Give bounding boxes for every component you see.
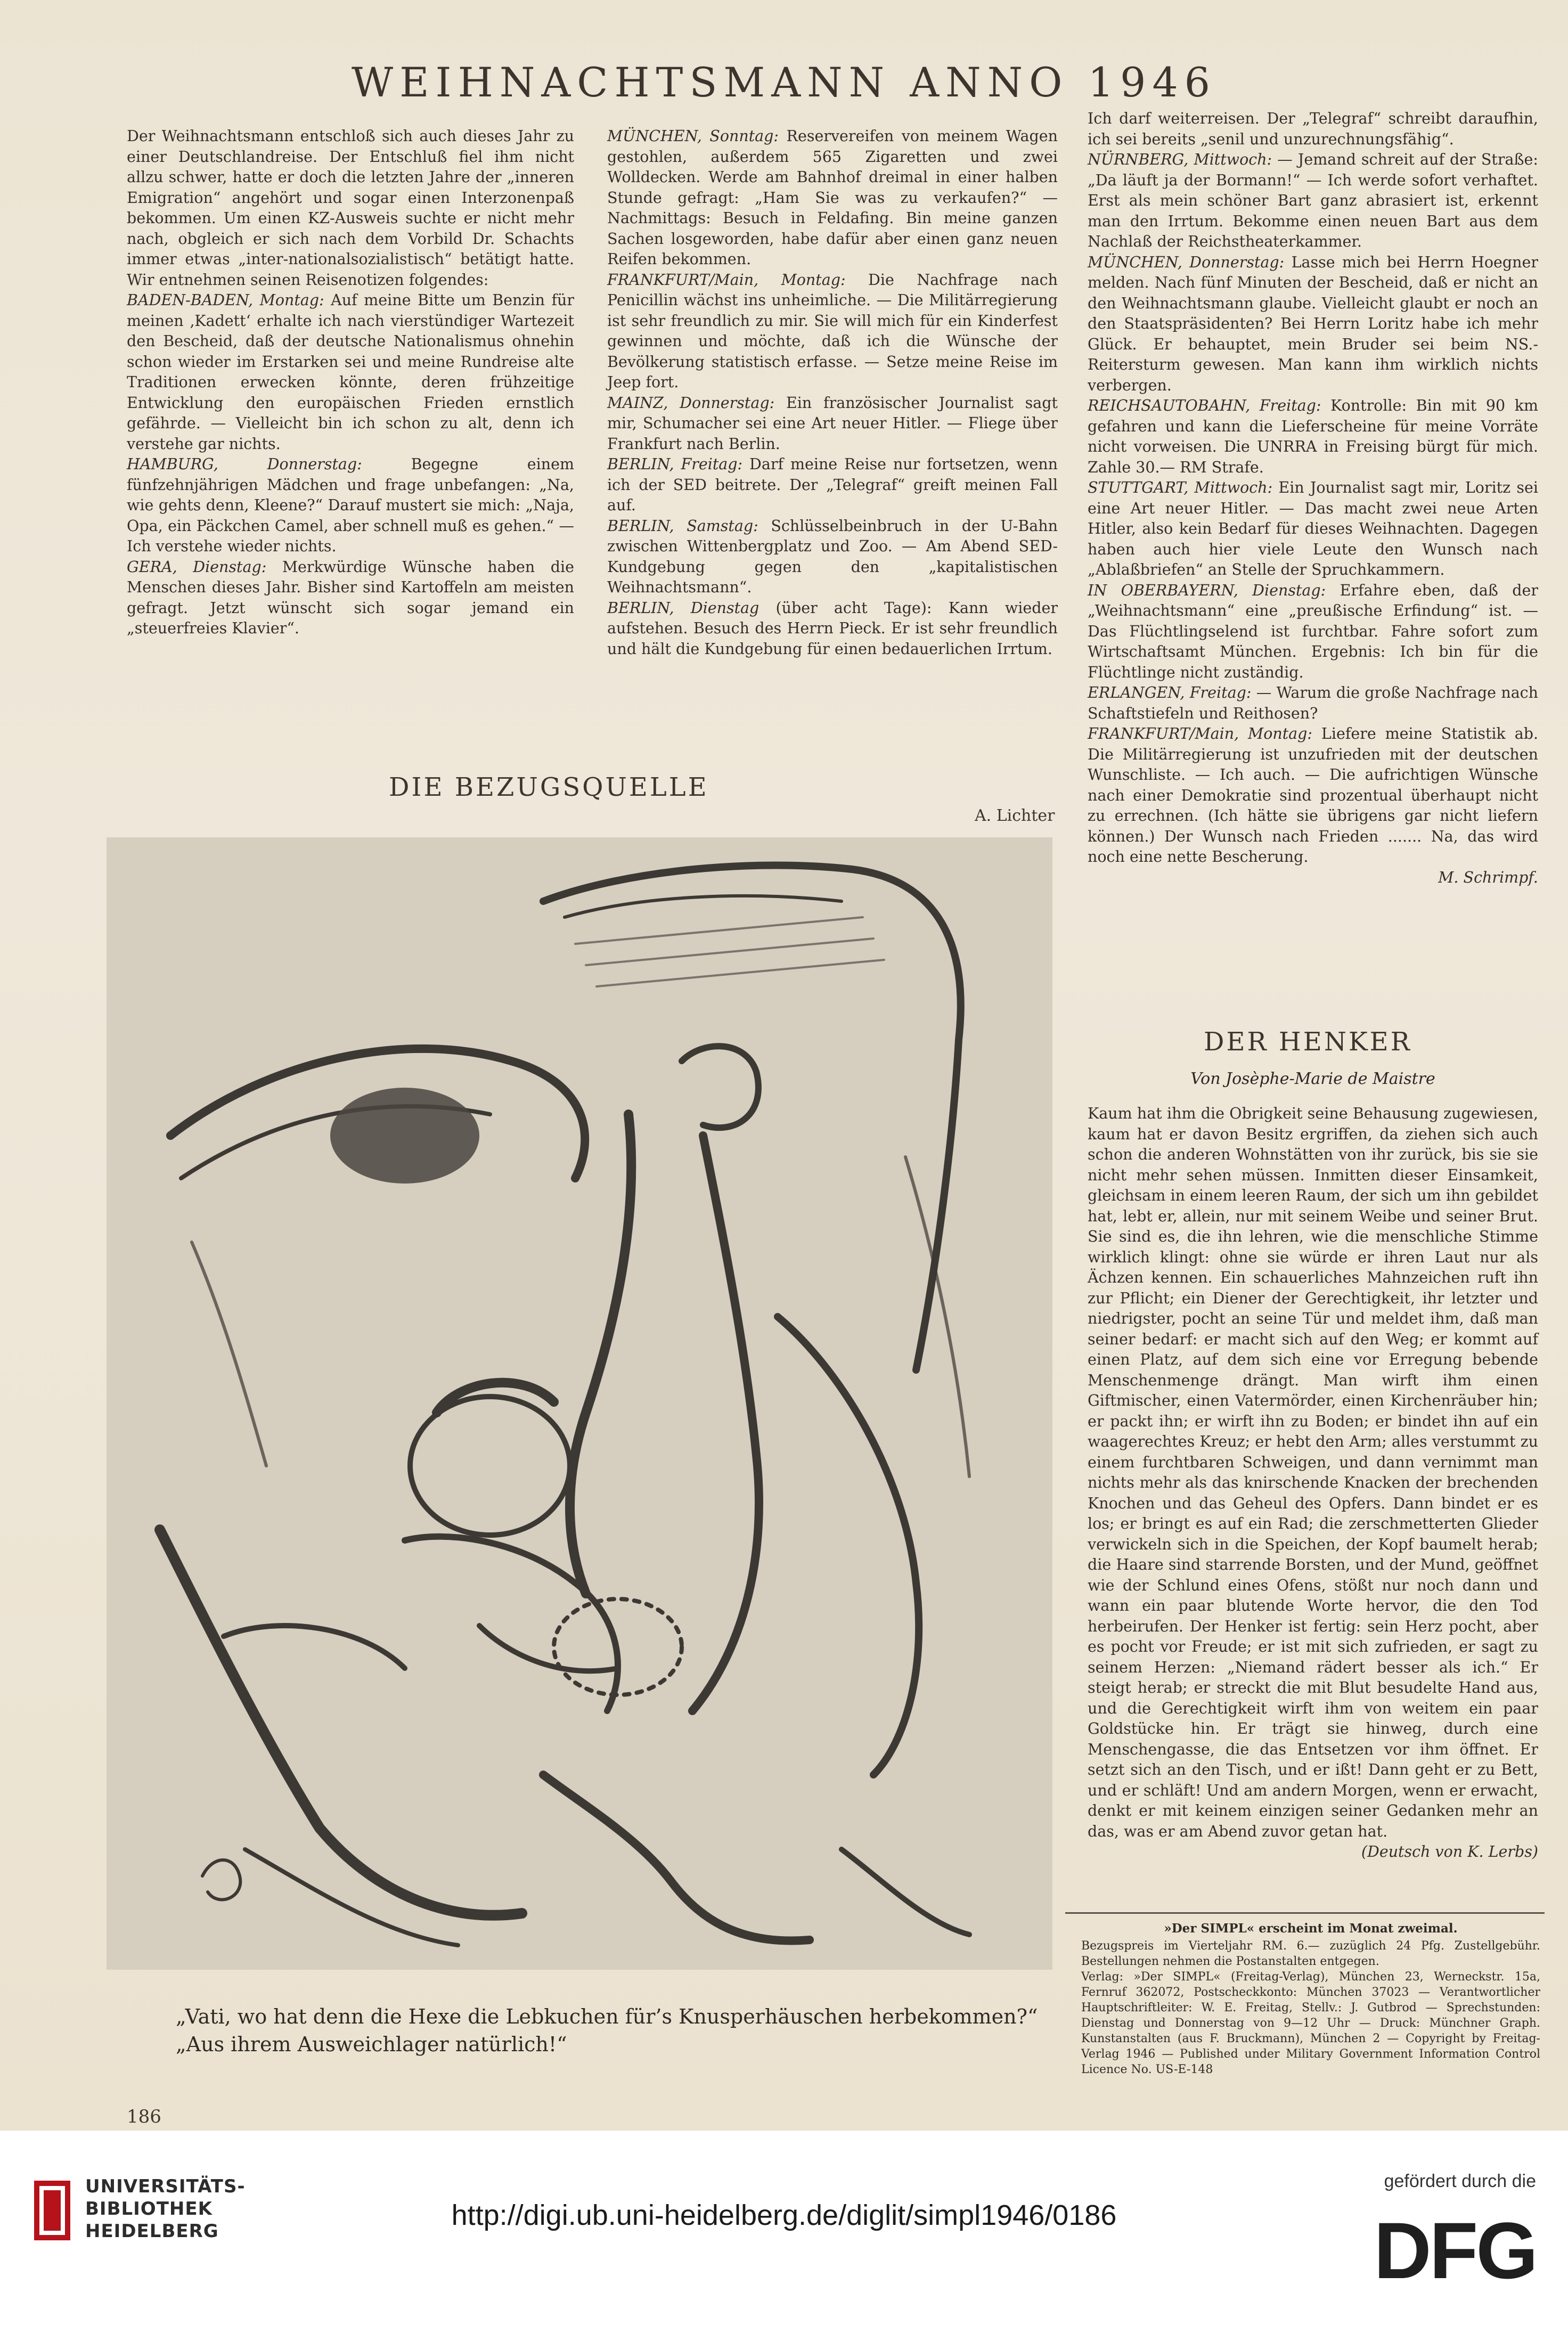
article-signature: M. Schrimpf.: [1438, 868, 1538, 886]
caption-line-2: „Aus ihrem Ausweichlager natürlich!“: [176, 2033, 567, 2056]
article-paragraph: [1088, 396, 1538, 478]
article-paragraph: [1088, 581, 1538, 683]
article-paragraph: [1088, 683, 1538, 724]
cartoon-title: DIE BEZUGSQUELLE: [389, 772, 709, 802]
henker-credit: (Deutsch von K. Lerbs): [1361, 1843, 1538, 1861]
article-paragraph: [127, 290, 574, 454]
imprint: [1081, 1921, 1540, 2077]
dateline: HAMBURG, Donnerstag:: [127, 455, 362, 473]
article-paragraph: [607, 270, 1058, 393]
uni-line-2: BIBLIOTHEK: [85, 2198, 213, 2220]
henker-title: DER HENKER: [1204, 1027, 1412, 1057]
henker-body: Kaum hat ihm die Obrigkeit seine Behausung zugewiesen, kaum hat er davon Besitz ergriffen, da ziehen sich auch schon die anderen Wohnstätten von ihr zurück, bis sie sie nicht mehr sehen müssen. Inmitten dieser Einsamkeit, gleichsam in einem leeren Raum, der sich um ihn gebildet hat, lebt er, allein, nur mit seinem Weibe und seiner Brut. Sie sind es, die ihn lehren, wie die menschliche Stimme wirklich klingt: ohne sie würde er ihren Laut nur als Ächzen kennen. Ein schauerliches Mahnzeichen ruft ihn zur Pflicht; ein Diener der Gerechtigkeit, ihr letzter und niedrigster, pocht an seine Tür und meldet ihm, daß man seiner bedarf: er macht sich auf den Weg; er kommt auf einen Platz, auf dem sich eine vor Erregung bebende Menschenmenge drängt. Man wirft ihm einen Giftmischer, einen Vatermörder, einen Kirchenräuber hin; er packt ihn; er wirft ihn zu Boden; er bindet ihn auf ein waagerechtes Kreuz; er hebt den Arm; alles verstummt zu einem furchtbaren Schweigen, und dann vernimmt man nichts mehr als das knirschende Knacken der brechenden Knochen und das Geheul des Opfers. Dann bindet er es los; er bringt es auf ein Rad; die zerschmetterten Glieder verwickeln sich in die Speichen, der Kopf baumelt herab; die Haare sind starrende Borsten, und der Mund, geöffnet wie der Schlund eines Ofens, stößt nur noch dann und wann ein paar blutende Worte hervor, die den Tod herbeirufen. Der Henker ist fertig: sein Herz pocht, aber es pocht vor Freude; er ist mit sich zufrieden, er sagt zu seinem Herzen: „Niemand rädert besser als ich.“ Er steigt herab; er streckt die mit Blut besudelte Hand aus, und die Gerechtigkeit wirft ihm von weitem ein paar Goldstücke hin. Er trägt sie hinweg, durch eine Menschengasse, die das Entsetzen vor ihm öffnet. Er setzt sich an den Tisch, und er ißt! Dann geht er zu Bett, und er schläft! Und am andern Morgen, wenn er erwacht, denkt er mit keinem einzigen seiner Gedanken mehr an das, was er am Abend zuvor getan hat.: [1088, 1105, 1538, 1840]
page-title: WEIHNACHTSMANN ANNO 1946: [351, 59, 1217, 106]
paragraph-text: Merkwürdige Wünsche haben die Menschen dieses Jahr. Bisher sind Kartoffeln am meisten gefragt. Jetzt wünscht sich sogar jemand ein „steuerfreies Klavier“.: [127, 558, 574, 637]
cartoon-drawing: [107, 837, 1052, 1970]
article-paragraph: [607, 516, 1058, 598]
article-paragraph: [607, 598, 1058, 660]
dateline: REICHSAUTOBAHN, Freitag:: [1088, 397, 1321, 414]
imprint-head: »Der SIMPL« erscheint im Monat zweimal.: [1164, 1921, 1458, 1936]
paragraph-text: Die Nachfrage nach Penicillin wächst ins unheimliche. — Die Militärregierung ist sehr freundlich zu mir. Sie will mich für ein Kinderfest gewinnen und möchte, daß ich die Wünsche der Bevölkerung statistisch erfasse. — Setze meine Reise im Jeep fort.: [607, 271, 1058, 391]
henker-byline: Von Josèphe-Marie de Maistre: [1190, 1070, 1435, 1088]
article-column-1: [127, 126, 574, 639]
page-number: 186: [127, 2106, 161, 2127]
paragraph-text: Schlüsselbeinbruch in der U-Bahn zwischen Wittenbergplatz und Zoo. — Am Abend SED-Kundgebung gegen den „kapitalistischen Weihnachtsmann“.: [607, 517, 1058, 596]
dateline: FRANKFURT/Main, Montag:: [607, 271, 846, 289]
funding-label: gefördert durch die: [1384, 2171, 1536, 2191]
imprint-publisher: Verlag: »Der SIMPL« (Freitag-Verlag), München 23, Werneckstr. 15a, Fernruf 362072, Postscheckkonto: München 37023 — Verantwortlicher Hauptschriftleiter: W. E. Freitag, Stellv.: J. Gutbrod — Sprechstunden: Dienstag und Donnerstag von 9—12 Uhr — Druck: Münchner Graph. Kunstanstalten (aus F. Bruckmann), München 2 — Copyright by Freitag-Verlag 1946 — Published under Military Government Information Control Licence No. US-E-148: [1081, 1970, 1540, 2076]
article-paragraph: [1088, 478, 1538, 581]
paragraph-text: Reservereifen von meinem Wagen gestohlen, außerdem 565 Zigaretten und zwei Wolldecken. Werde am Bahnhof dreimal in einer halben Stunde gefragt: „Ham Sie was zu verkaufen?“ — Nachmittags: Besuch in Feldafing. Bin meine ganzen Sachen losgeworden, habe dafür aber einen ganz neuen Reifen bekommen.: [607, 127, 1058, 268]
dateline: GERA, Dienstag:: [127, 558, 267, 576]
article-paragraph: [1088, 724, 1538, 868]
paragraph-text: — Warum die große Nachfrage nach Schaftstiefeln und Reithosen?: [1088, 684, 1538, 722]
paragraph-text: Begegne einem fünfzehnjährigen Mädchen und frage unbefangen: „Na, wie gehts denn, Kleene?“ Darauf mustert sie mich: „Naja, Opa, ein Päckchen Camel, aber schnell muß es gehen.“ — Ich verstehe wieder nichts.: [127, 455, 574, 555]
caption-line-1: „Vati, wo hat denn die Hexe die Lebkuchen für’s Knusperhäuschen herbekommen?“: [176, 2005, 1038, 2028]
paragraph-text: Der Weihnachtsmann entschloß sich auch dieses Jahr zu einer Deutschlandreise. Der Entschluß fiel ihm nicht allzu schwer, hatte er doch die letzten Jahre der „inneren Emigration“ angehört und sogar einen Interzonenpaß bekommen. Um einen KZ-Ausweis suchte er nicht mehr nach, obgleich er sich nach dem Vorbild Dr. Schachts immer etwas „inter-nationalsozialistisch“ betätigt hatte. Wir entnehmen seinen Reisenotizen folgendes:: [127, 127, 574, 289]
dateline: MÜNCHEN, Donnerstag:: [1088, 253, 1285, 271]
article-paragraph: [127, 126, 574, 290]
article-column-3: [1088, 109, 1538, 888]
paragraph-text: Lasse mich bei Herrn Hoegner melden. Nach fünf Minuten der Bescheid, daß er nicht an den Weihnachtsmann glaube. Vielleicht glaubt er noch an den Staatspräsidenten? Bei Herrn Loritz habe ich mehr Glück. Er behauptet, mein Bruder sei beim NS.-Reitersturm gewesen. Man kann ihm wirklich nichts verbergen.: [1088, 253, 1538, 394]
article-paragraph: [127, 557, 574, 639]
dateline: BERLIN, Dienstag: [607, 599, 760, 617]
dateline: MAINZ, Donnerstag:: [607, 394, 775, 412]
paragraph-text: Kontrolle: Bin mit 90 km gefahren und kann die Lieferscheine für meine Vorräte nicht vorweisen. Die UNRRA in Freising bürgt für mich. Zahle 30.— RM Strafe.: [1088, 397, 1538, 476]
dateline: ERLANGEN, Freitag:: [1088, 684, 1252, 701]
uni-line-1: UNIVERSITÄTS-: [85, 2176, 246, 2197]
dateline: MÜNCHEN, Sonntag:: [607, 127, 779, 145]
paragraph-text: — Jemand schreit auf der Straße: „Da läuft ja der Bormann!“ — Ich werde sofort verhaftet. Erst als mein schöner Bart ganz abrasiert ist, erkennt man den Irrtum. Bekomme einen neuen Bart aus dem Nachlaß der Reichstheaterkammer.: [1088, 151, 1538, 250]
paragraph-text: Liefere meine Statistik ab. Die Militärregierung ist unzufrieden mit der deutschen Wunschliste. — Ich auch. — Die aufrichtigen Wünsche nach einer Demokratie sind prozentual überhaupt nicht zu errechnen. (Ich hätte sie übrigens gar nicht liefern können.) Der Wunsch nach Frieden ....... Na, das wird noch eine nette Bescherung.: [1088, 725, 1538, 866]
paragraph-text: (über acht Tage): Kann wieder aufstehen. Besuch des Herrn Pieck. Er ist sehr freundlich und hält die Kundgebung für einen bedauerlichen Irrtum.: [607, 599, 1058, 658]
article-paragraph: [1088, 109, 1538, 150]
dateline: STUTTGART, Mittwoch:: [1088, 479, 1273, 496]
article-paragraph: [607, 454, 1058, 516]
dateline: BADEN-BADEN, Montag:: [127, 291, 324, 309]
paragraph-text: Ein Journalist sagt mir, Loritz sei eine Art neuer Hitler. — Das macht zwei neue Arten Hitler, also kein Bedarf für dieses Weihnachten. Dagegen haben auch hier viele Leute den Wunsch nach „Ablaßbriefen“ an Stelle der Spruchkammern.: [1088, 479, 1538, 578]
dfg-logo: DFG: [1374, 2206, 1536, 2295]
paragraph-text: Auf meine Bitte um Benzin für meinen ‚Kadett‘ erhalte ich nach vierstündiger Wartezeit den Bescheid, daß der deutsche Nationalismus ohnehin schon wieder im Erstarken sei und meine Rundreise alte Traditionen erwecken könnte, deren frühzeitige Entwicklung den europäischen Frieden ernstlich gefährde. — Vielleicht bin ich schon zu alt, denn ich verstehe gar nichts.: [127, 291, 574, 453]
imprint-price: Bezugspreis im Vierteljahr RM. 6.— zuzüglich 24 Pfg. Zustellgebühr. Bestellungen nehmen die Postanstalten entgegen.: [1081, 1939, 1540, 1968]
article-paragraph: [1088, 150, 1538, 252]
paragraph-text: Darf meine Reise nur fortsetzen, wenn ich der SED beitrete. Der „Telegraf“ greift meinen Fall auf.: [607, 455, 1058, 514]
dateline: IN OBERBAYERN, Dienstag:: [1088, 581, 1326, 599]
sketch-illustration: [107, 837, 1052, 1970]
article-paragraph: [607, 393, 1058, 455]
article-paragraph: [127, 454, 574, 557]
article-paragraph: [607, 126, 1058, 270]
article-column-2: [607, 126, 1058, 659]
article-paragraph: [1088, 252, 1538, 396]
dateline: BERLIN, Freitag:: [607, 455, 743, 473]
source-url[interactable]: http://digi.ub.uni-heidelberg.de/diglit/simpl1946/0186: [451, 2199, 1117, 2231]
henker-text: [1088, 1104, 1538, 1863]
cartoon-caption: [176, 2003, 1038, 2058]
dateline: BERLIN, Samstag:: [607, 517, 758, 535]
paragraph-text: Ein französischer Journalist sagt mir, Schumacher sei eine Art neuer Hitler. — Fliege über Frankfurt nach Berlin.: [607, 394, 1058, 453]
imprint-divider: [1065, 1912, 1545, 1914]
paragraph-text: Ich darf weiterreisen. Der „Telegraf“ schreibt daraufhin, ich sei bereits „senil und unzurechnungsfähig“.: [1088, 110, 1538, 148]
dateline: FRANKFURT/Main, Montag:: [1088, 725, 1313, 743]
cartoon-artist: A. Lichter: [975, 806, 1055, 825]
dateline: NÜRNBERG, Mittwoch:: [1088, 151, 1272, 168]
paragraph-text: Erfahre eben, daß der „Weihnachtsmann“ eine „preußische Erfindung“ ist. — Das Flüchtlingselend ist furchtbar. Fahre sofort zum Wirtschaftsamt München. Ergebnis: Ich bin für die Flüchtlinge nicht zuständig.: [1088, 581, 1538, 681]
uni-line-3: HEIDELBERG: [85, 2221, 219, 2242]
